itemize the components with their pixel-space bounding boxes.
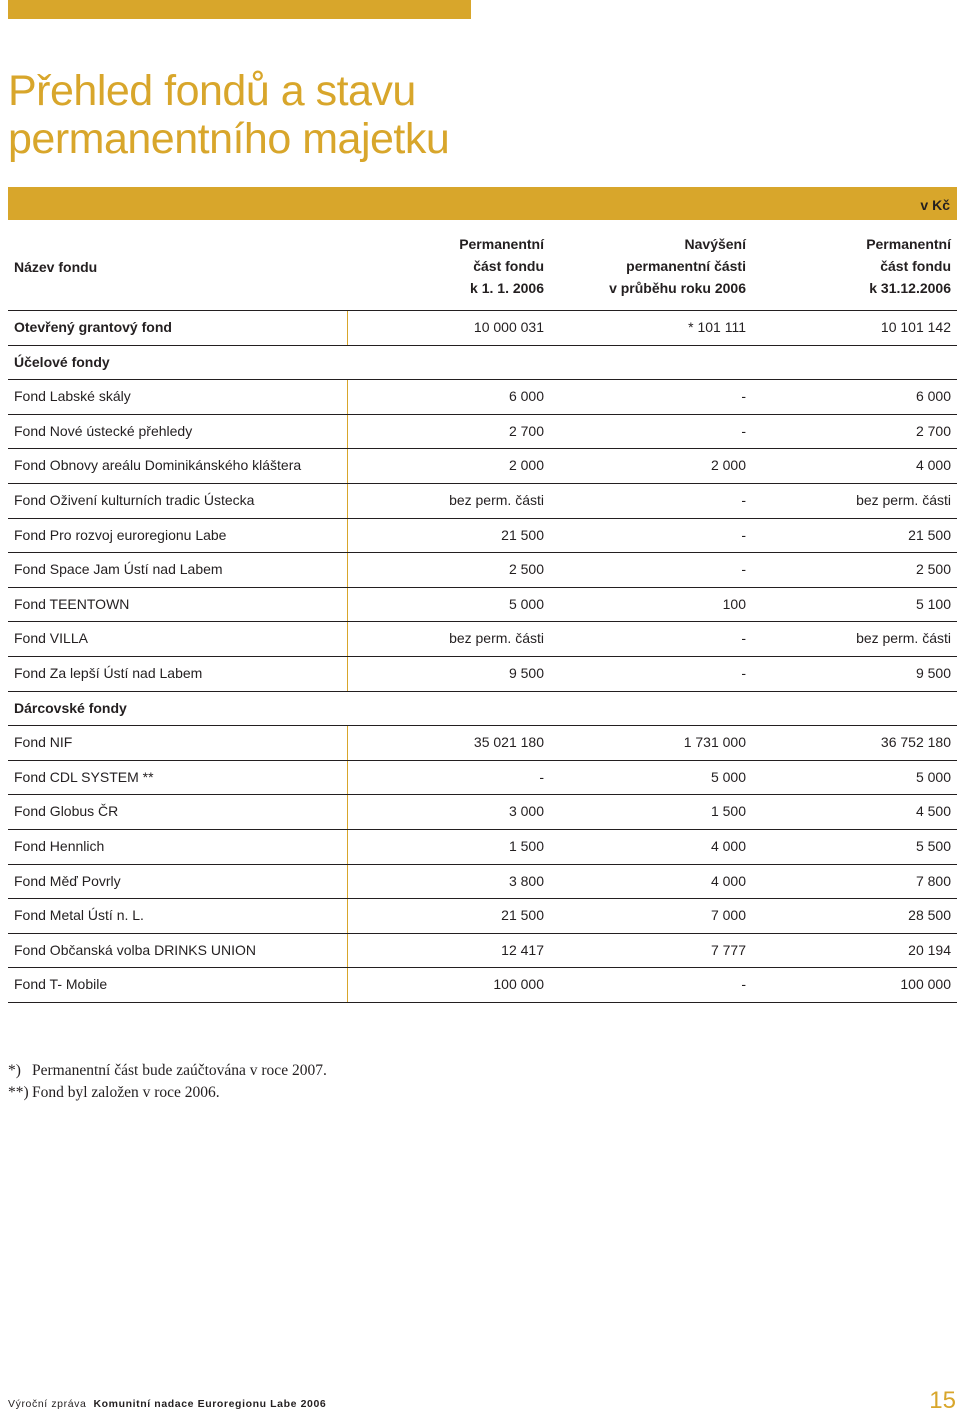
value-initial: 35 021 180	[473, 734, 544, 751]
value-final: 5 100	[915, 595, 951, 612]
fund-name: Fond Pro rozvoj euroregionu Labe	[14, 526, 227, 543]
value-final: 2 500	[915, 561, 951, 578]
value-initial: 5 000	[508, 595, 544, 612]
value-increase: 5 000	[710, 768, 746, 785]
footer-prefix: Výroční zpráva	[8, 1398, 87, 1410]
value-increase: -	[741, 664, 746, 681]
value-increase: 100	[722, 595, 746, 612]
value-final: 4 000	[915, 457, 951, 474]
table-section-header	[8, 691, 957, 726]
table-row	[8, 483, 957, 518]
value-initial: bez perm. části	[449, 491, 544, 508]
value-final: bez perm. části	[856, 491, 951, 508]
page-footer	[8, 1398, 326, 1410]
footnote: *) Permanentní část bude zaúčtována v roce 2007.	[8, 1062, 327, 1079]
value-initial: 2 000	[508, 457, 544, 474]
value-final: 4 500	[915, 803, 951, 820]
column-header-final: Permanentní část fondu k 31.12.2006	[866, 236, 951, 296]
footer-org: Komunitní nadace Euroregionu Labe 2006	[93, 1398, 327, 1410]
page-title-line-1: Přehled fondů a stavu	[8, 66, 416, 115]
value-final: 5 500	[915, 837, 951, 854]
page-title	[8, 67, 708, 163]
table-row	[8, 898, 957, 933]
table-header-bar	[8, 187, 957, 220]
fund-name: Fond Oživení kulturních tradic Ústecka	[14, 491, 255, 508]
value-final: 21 500	[908, 526, 951, 543]
value-final: 5 000	[915, 768, 951, 785]
table-row	[8, 518, 957, 553]
table-row	[8, 829, 957, 864]
fund-name: Fond CDL SYSTEM **	[14, 768, 154, 785]
value-increase: -	[741, 976, 746, 993]
value-increase: 4 000	[710, 837, 746, 854]
value-initial: 100 000	[493, 976, 544, 993]
column-header-name: Název fondu	[14, 259, 98, 275]
value-increase: * 101 111	[688, 319, 746, 335]
table-row	[8, 760, 957, 795]
table-row	[8, 933, 957, 968]
value-initial: -	[539, 768, 544, 785]
fund-name: Fond Občanská volba DRINKS UNION	[14, 941, 256, 958]
fund-name: Fond Za lepší Ústí nad Labem	[14, 664, 203, 681]
fund-table	[8, 310, 957, 1003]
value-final: 6 000	[915, 388, 951, 405]
table-row	[8, 552, 957, 587]
value-final: 7 800	[915, 872, 951, 889]
table-row	[8, 587, 957, 622]
value-increase: 1 500	[710, 803, 746, 820]
table-row	[8, 656, 957, 691]
fund-name: Fond VILLA	[14, 630, 88, 647]
column-header-increase: Navýšení permanentní části v průběhu roku 2006	[609, 236, 746, 296]
value-increase: -	[741, 491, 746, 508]
table-row	[8, 448, 957, 483]
value-initial: 2 700	[508, 422, 544, 439]
table-row	[8, 414, 957, 449]
currency-unit: v Kč	[920, 197, 950, 213]
value-increase: -	[741, 422, 746, 439]
table-section-header	[8, 345, 957, 380]
fund-name: Fond Space Jam Ústí nad Labem	[14, 561, 223, 578]
value-initial: 21 500	[501, 907, 544, 924]
page-title-line-2: permanentního majetku	[8, 114, 450, 163]
fund-name: Fond Nové ústecké přehledy	[14, 422, 193, 439]
fund-name: Účelové fondy	[14, 353, 110, 370]
fund-name: Fond T- Mobile	[14, 976, 108, 993]
value-increase: -	[741, 561, 746, 578]
value-increase: 7 777	[710, 941, 746, 958]
table-row	[8, 967, 957, 1002]
page-number: 15	[929, 1387, 956, 1414]
value-final: 9 500	[915, 664, 951, 681]
fund-name: Fond Hennlich	[14, 837, 105, 854]
fund-name: Fond Labské skály	[14, 388, 131, 405]
table-row	[8, 310, 957, 345]
top-accent-bar	[8, 0, 471, 19]
value-final: bez perm. části	[856, 630, 951, 647]
fund-name: Fond Metal Ústí n. L.	[14, 907, 144, 924]
table-row	[8, 379, 957, 414]
value-increase: 1 731 000	[683, 734, 746, 751]
value-initial: 9 500	[508, 664, 544, 681]
value-final: 20 194	[908, 941, 951, 958]
fund-name: Fond Měď Povrly	[14, 872, 121, 889]
value-increase: -	[741, 526, 746, 543]
value-initial: 12 417	[501, 941, 544, 958]
fund-name: Otevřený grantový fond	[14, 319, 172, 335]
value-increase: 4 000	[710, 872, 746, 889]
value-initial: 6 000	[508, 388, 544, 405]
value-increase: 2 000	[710, 457, 746, 474]
fund-name: Fond Obnovy areálu Dominikánského kláštera	[14, 457, 302, 474]
fund-name: Dárcovské fondy	[14, 699, 127, 716]
column-header-initial: Permanentní část fondu k 1. 1. 2006	[459, 236, 544, 296]
value-initial: 3 800	[508, 872, 544, 889]
value-increase: -	[741, 630, 746, 647]
table-bottom-rule	[8, 1002, 957, 1003]
table-row	[8, 794, 957, 829]
fund-name: Fond NIF	[14, 734, 73, 751]
value-initial: 10 000 031	[473, 319, 544, 335]
value-initial: 3 000	[508, 803, 544, 820]
value-initial: 1 500	[508, 837, 544, 854]
value-initial: bez perm. části	[449, 630, 544, 647]
value-final: 36 752 180	[880, 734, 951, 751]
table-row	[8, 725, 957, 760]
fund-name: Fond Globus ČR	[14, 803, 119, 820]
value-initial: 2 500	[508, 561, 544, 578]
value-final: 100 000	[900, 976, 951, 993]
value-initial: 21 500	[501, 526, 544, 543]
value-final: 28 500	[908, 907, 951, 924]
value-final: 10 101 142	[880, 319, 951, 335]
table-row	[8, 621, 957, 656]
table-row	[8, 864, 957, 899]
fund-name: Fond TEENTOWN	[14, 595, 130, 612]
footnote: **) Fond byl založen v roce 2006.	[8, 1084, 220, 1101]
value-increase: 7 000	[710, 907, 746, 924]
value-final: 2 700	[915, 422, 951, 439]
footnotes	[8, 1060, 327, 1104]
value-increase: -	[741, 388, 746, 405]
